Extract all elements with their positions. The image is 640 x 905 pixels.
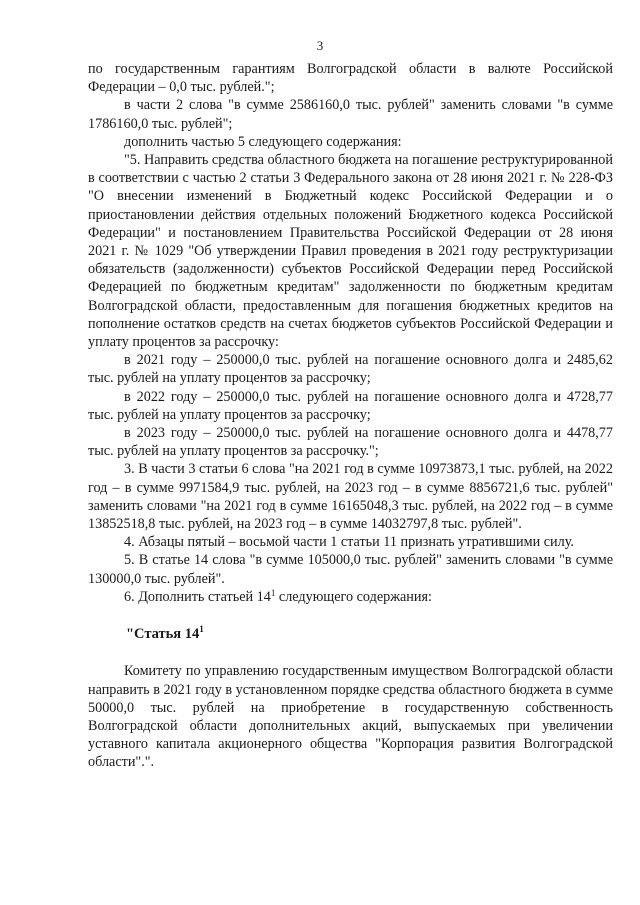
paragraph: в 2021 году – 250000,0 тыс. рублей на погашение основного долга и 2485,62 тыс. рублей на уплату процентов за рассрочку; bbox=[88, 352, 613, 387]
article-heading: "Статья $14^1$ bbox=[126, 624, 204, 643]
paragraph: по государственным гарантиям Волгоградской области в валюте Российской Федерации – 0,0 тыс. рублей."; bbox=[88, 61, 613, 96]
item-6-paragraph: 6. Дополнить статьей $14^1$ следующего содержания: bbox=[124, 587, 432, 605]
paragraph: "5. Направить средства областного бюджета на погашение реструктурированной в соответствии с частью 2 статьи 3 Федерального закона от 28 июня 2021 г. № 228-ФЗ "О внесении изменений в Бюджетный кодекс Российской Федерации и о приостановлении действия отдельных положений Бюджетного кодекса Российской Федерации" и постановлением Правительства Российской Федерации от 28 июня 2021 г. № 1029 "Об утверждении Правил проведения в 2021 году реструктуризации обязательств (задолженности) субъектов Российской Федерации перед Российской Федерацией по бюджетным кредитам" задолженности по бюджетным кредитам Волгоградской области, предоставленным для погашения бюджетных кредитов на пополнение остатков средств на счетах бюджетов субъектов Российской Федерации и уплату процентов за рассрочку: bbox=[88, 152, 613, 351]
paragraph: 5. В статье 14 слова "в сумме 105000,0 тыс. рублей" заменить словами "в сумме 130000,0 тыс. рублей". bbox=[88, 552, 613, 587]
paragraph: 3. В части 3 статьи 6 слова "на 2021 год в сумме 10973873,1 тыс. рублей, на 2022 год – в сумме 9971584,9 тыс. рублей, на 2023 год – в сумме 8856721,6 тыс. рублей" заменить словами "на 2021 год в сумме 16165048,3 тыс. рублей, на 2022 год – в сумме 13852518,8 тыс. рублей, на 2023 год – в сумме 14032797,8 тыс. рублей". bbox=[88, 461, 613, 533]
document-body bbox=[88, 60, 613, 772]
page-number: 3 bbox=[316, 38, 324, 53]
paragraph: 4. Абзацы пятый – восьмой части 1 статьи 11 признать утратившими силу. bbox=[124, 534, 574, 551]
paragraph: в 2022 году – 250000,0 тыс. рублей на погашение основного долга и 4728,77 тыс. рублей на уплату процентов за рассрочку; bbox=[88, 388, 613, 423]
amendment-paragraphs bbox=[88, 60, 613, 588]
paragraph: в 2023 году – 250000,0 тыс. рублей на погашение основного долга и 4478,77 тыс. рублей на уплату процентов за рассрочку."; bbox=[88, 425, 613, 460]
paragraph: в части 2 слова "в сумме 2586160,0 тыс. рублей" заменить словами "в сумме 1786160,0 тыс. рублей"; bbox=[88, 97, 613, 132]
article-text: Комитету по управлению государственным имуществом Волгоградской области направить в 2021 году в установленном порядке средства областного бюджета в сумме 50000,0 тыс. рублей на приобретение в государственную собственность Волгоградской области дополнительных акций, выпускаемых при увеличении уставного капитала акционерного общества "Корпорация развития Волгоградской области".". bbox=[88, 663, 613, 771]
paragraph: дополнить частью 5 следующего содержания: bbox=[124, 133, 402, 150]
